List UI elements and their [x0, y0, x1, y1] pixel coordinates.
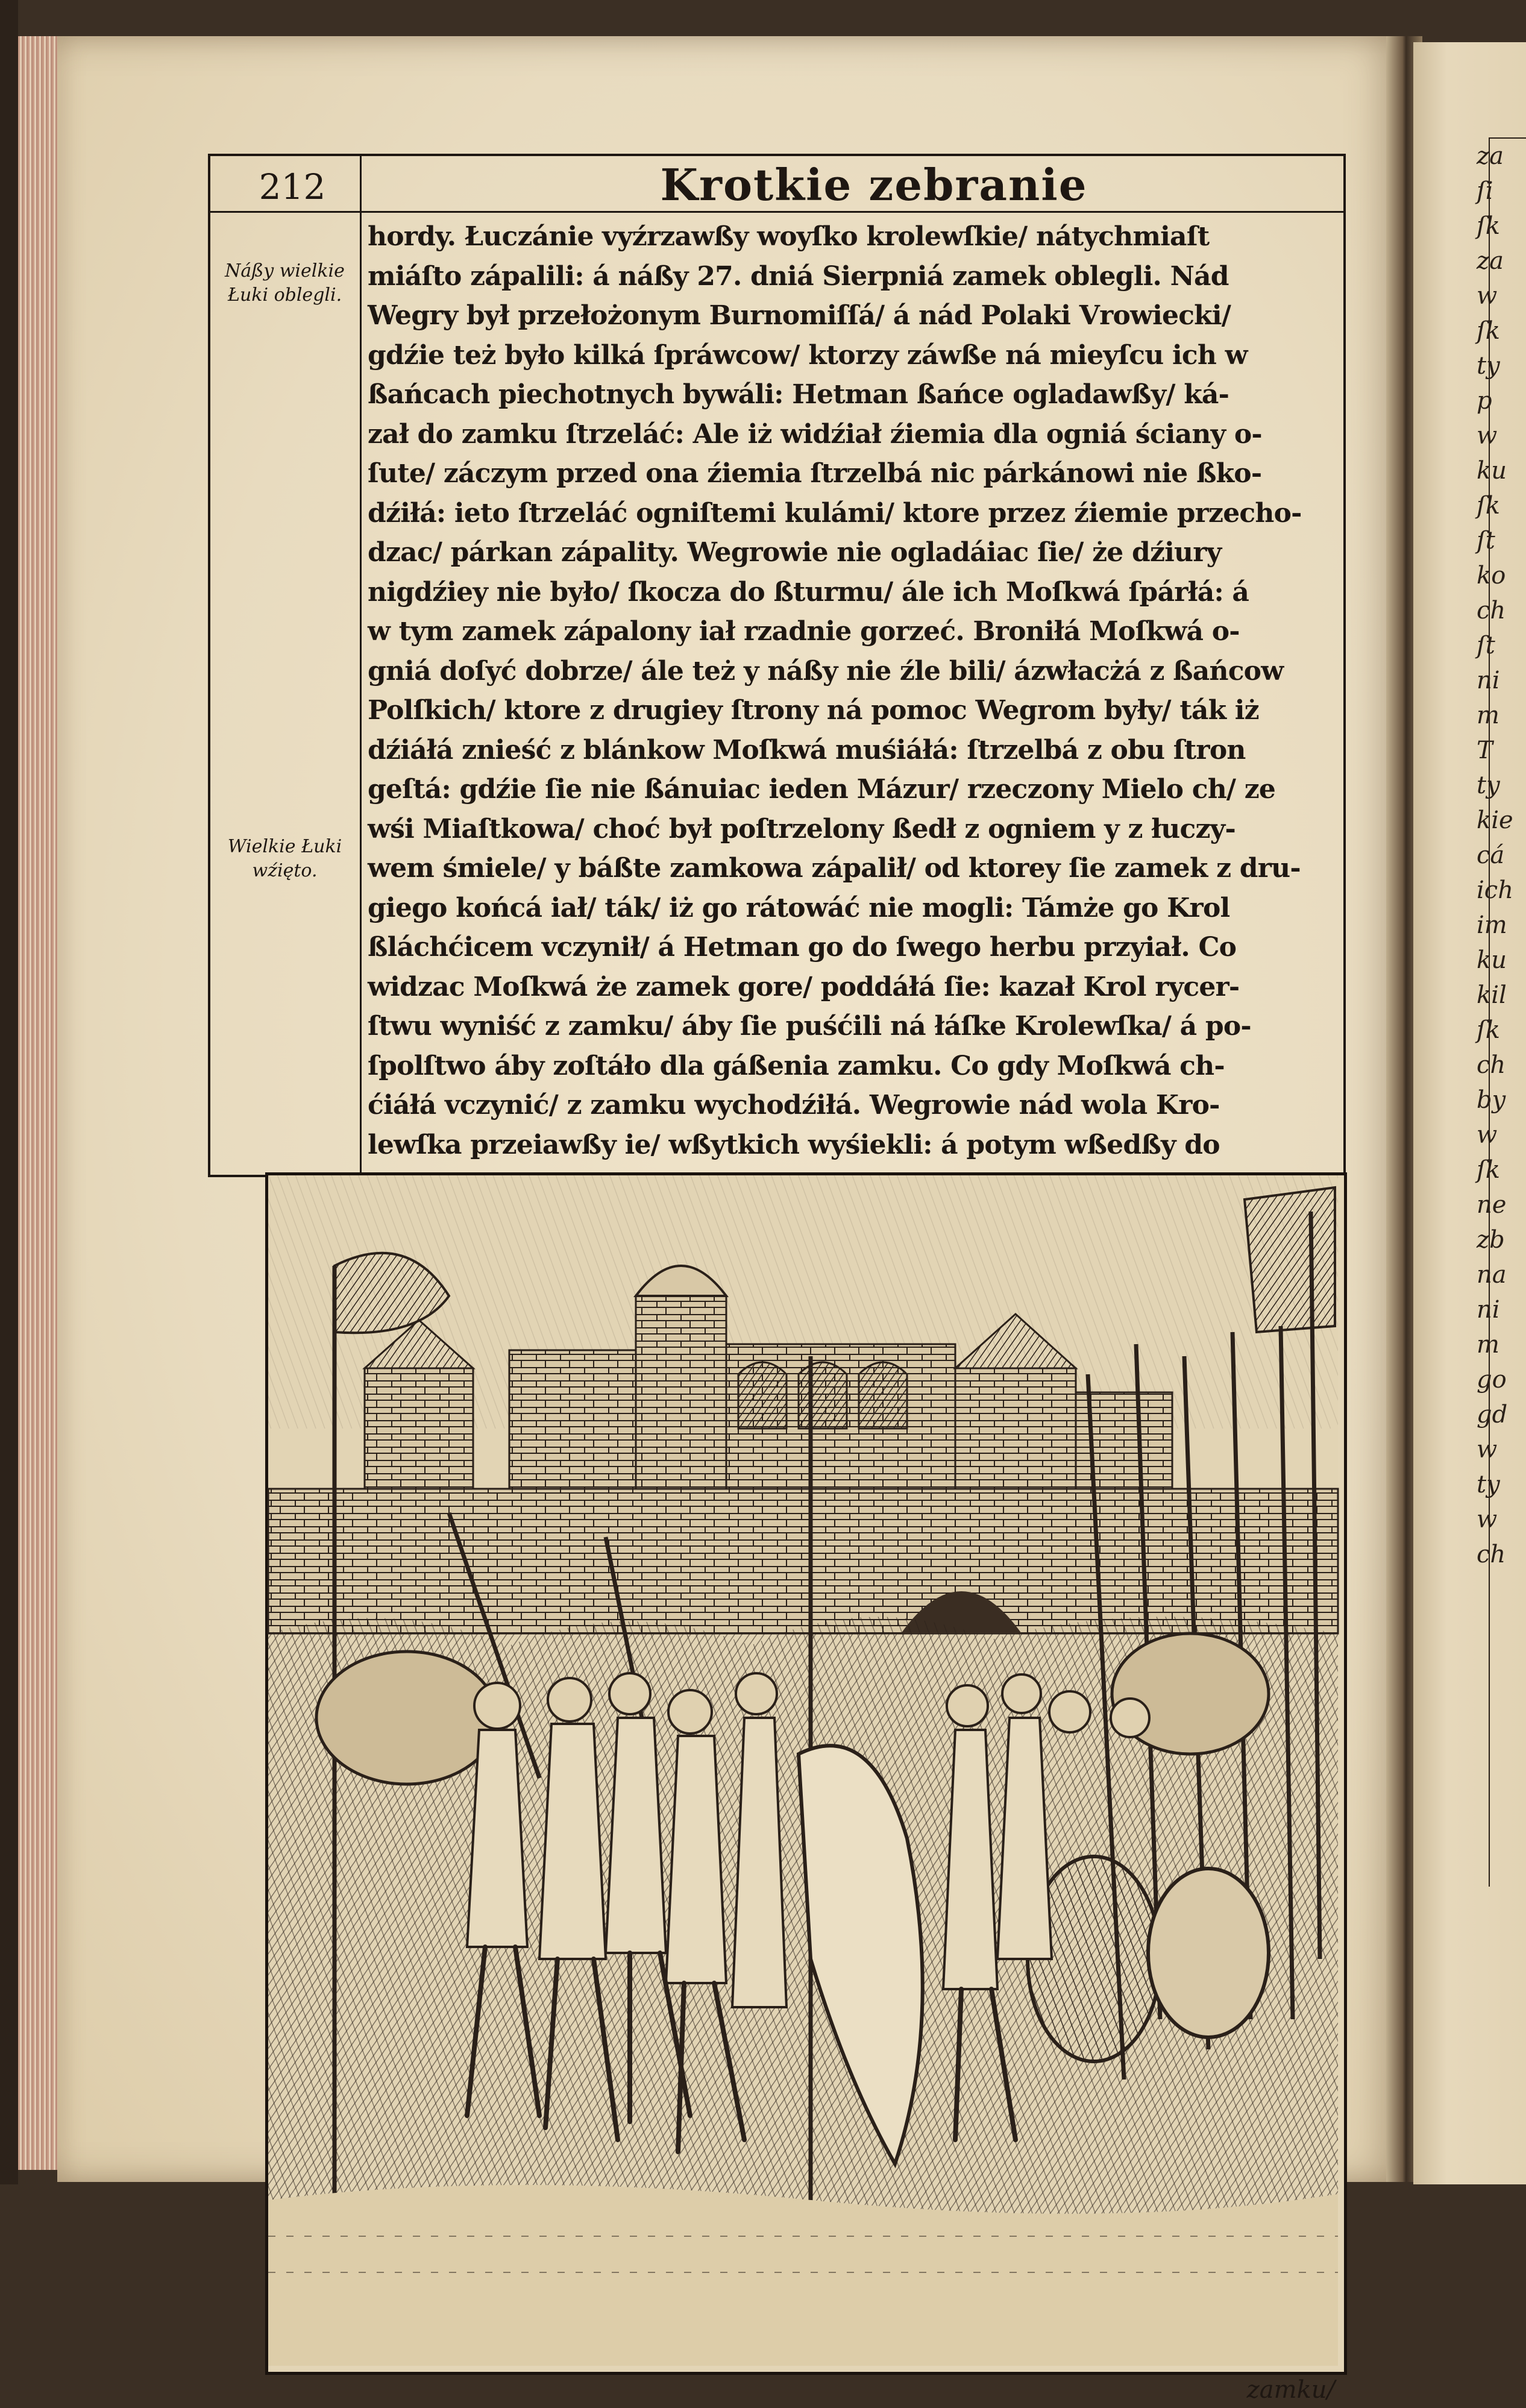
marginal-note-line: Náßy wielkie — [225, 260, 345, 281]
text-line: w tym zamek zápalony iał rzadnie gorzeć. Broniłá Moſkwá o- — [368, 616, 1240, 647]
right-page-fragment: m — [1477, 1331, 1499, 1359]
right-page-fragment: ſt — [1477, 527, 1495, 555]
right-page-fragment: m — [1477, 702, 1499, 729]
text-line: dzac/ párkan zápality. Wegrowie nie ogladáiac ſie/ że dźiury — [368, 537, 1222, 568]
text-line: gdźie też było kilká ſpráwcow/ ktorzy záwße ná mieyſcu ich w — [368, 339, 1248, 371]
right-page-fragment: ty — [1477, 352, 1500, 380]
right-page-fragment: ku — [1477, 946, 1507, 974]
right-page-fragment: na — [1477, 1261, 1507, 1289]
text-line: Polſkich/ ktore z drugiey ſtrony ná pomoc Wegrom były/ ták iż — [368, 695, 1259, 726]
right-page-fragment: T — [1477, 737, 1493, 764]
text-line: widzac Moſkwá że zamek gore/ poddáłá ſie: kazał Krol rycer- — [368, 971, 1240, 1002]
right-page-fragment: p — [1477, 387, 1492, 415]
right-page-text-fragments — [1477, 139, 1525, 1572]
right-page-fragment: ko — [1477, 562, 1506, 589]
right-page-fragment: go — [1477, 1366, 1507, 1394]
text-line: gniá doſyć dobrze/ ále też y náßy nie źle bili/ ázwłacżá z ßańcow — [368, 655, 1284, 687]
right-page-fragment: ſk — [1477, 317, 1501, 345]
main-text-block — [368, 217, 1341, 1165]
text-line: dźiáłá znieść z blánkow Moſkwá muśiáłá: ſtrzelbá z obu ſtron — [368, 734, 1246, 765]
text-line: ſute/ záczym przed ona źiemia ſtrzelbá nic párkánowi nie ßko- — [368, 458, 1262, 489]
right-page-fragment: ty — [1477, 1471, 1500, 1498]
right-page-fragment: ſk — [1477, 492, 1501, 520]
right-page-fragment: ſi — [1477, 177, 1493, 205]
text-line: ßláchćicem vczynił/ á Hetman go do ſwego herbu przyiał. Co — [368, 932, 1237, 963]
right-page-fragment: ch — [1477, 597, 1506, 624]
text-line: lewſka przeiawßy ie/ wßytkich wyśiekli: á potym wßedßy do — [368, 1129, 1220, 1160]
right-page-fragment: w — [1477, 1506, 1498, 1533]
right-page-fragment: kie — [1477, 806, 1513, 834]
text-line: hordy. Łuczánie vyźrzawßy woyſko krolewſkie/ nátychmiaſt — [368, 221, 1210, 252]
right-page-fragment: w — [1477, 1436, 1498, 1463]
ground-shape — [268, 2185, 1338, 2366]
right-page-fragment: w — [1477, 1121, 1498, 1149]
right-page-fragment: ſt — [1477, 632, 1495, 659]
right-page-fragment: ni — [1477, 667, 1500, 694]
page-number: 212 — [259, 166, 326, 207]
right-page-fragment: by — [1477, 1086, 1506, 1114]
text-line: ſpolſtwo áby zoſtáło dla gáßenia zamku. Co gdy Moſkwá ch- — [368, 1050, 1225, 1081]
right-page-fragment: ſk — [1477, 1156, 1501, 1184]
right-page-fragment: ch — [1477, 1541, 1506, 1568]
text-line: zał do zamku ſtrzeláć: Ale iż widźiał źiemia dla ogniá ściany o- — [368, 418, 1262, 450]
page-edges — [18, 36, 60, 2170]
right-page-fragment: gd — [1477, 1401, 1508, 1429]
woodcut-illustration — [265, 1172, 1347, 2375]
marginal-note-line: Łuki oblegli. — [227, 284, 342, 306]
right-page-fragment: w — [1477, 422, 1498, 450]
right-page-fragment: ni — [1477, 1296, 1500, 1324]
marginal-note-line: wźięto. — [252, 860, 318, 881]
text-line: miáſto zápalili: á náßy 27. dniá Sierpniá zamek oblegli. Nád — [368, 260, 1229, 292]
text-line: wśi Miaſtkowa/ choć był poſtrzelony ßedł z ogniem y z łuczy- — [368, 813, 1236, 844]
text-line: ćiáłá vczynić/ z zamku wychodźiłá. Wegrowie nád wola Kro- — [368, 1090, 1220, 1121]
right-page-fragment: w — [1477, 282, 1498, 310]
right-page-fragment: kil — [1477, 981, 1507, 1009]
text-line: nigdźiey nie było/ ſkocza do ßturmu/ ále ich Moſkwá ſpárłá: á — [368, 576, 1249, 608]
marginal-note — [214, 259, 356, 307]
right-page-fragment: ſk — [1477, 212, 1501, 240]
right-page-fragment: za — [1477, 142, 1504, 170]
running-head: Krotkie zebranie — [660, 159, 1088, 210]
right-page-fragment: im — [1477, 911, 1507, 939]
text-line: Wegry był przełożonym Burnomiſſá/ á nád Polaki Vrowiecki/ — [368, 300, 1231, 331]
margin-rule — [360, 154, 362, 1172]
right-page-fragment: ty — [1477, 772, 1500, 799]
text-line: wem śmiele/ y báßte zamkowa zápalił/ od ktorey ſie zamek z dru- — [368, 853, 1301, 884]
right-page-fragment: ch — [1477, 1051, 1506, 1079]
banner-shape — [1245, 1187, 1335, 1332]
marginal-note-line: Wielkie Łuki — [227, 836, 342, 857]
right-page-fragment: ſk — [1477, 1016, 1501, 1044]
right-page-fragment: ne — [1477, 1191, 1507, 1219]
text-line: ſtwu wyniść z zamku/ áby ſie puśćili ná łáſke Krolewſka/ á po- — [368, 1011, 1251, 1042]
text-line: geſtá: gdźie ſie nie ßánuiac ieden Mázur/ rzeczony Mielo ch/ ze — [368, 774, 1276, 805]
text-line: ßańcach piechotnych bywáli: Hetman ßańce ogladawßy/ ká- — [368, 379, 1229, 410]
text-line: dźiłá: ieto ſtrzeláć ogniſtemi kulámi/ ktore przez źiemie przecho- — [368, 497, 1302, 529]
right-page-fragment: za — [1477, 247, 1504, 275]
catchword: zamku/ — [1246, 2376, 1335, 2404]
marginal-note — [214, 835, 356, 883]
soldiers-crowd-shape — [268, 1617, 1338, 2224]
right-page-fragment: zb — [1477, 1226, 1505, 1254]
text-line: giego końcá iał/ ták/ iż go rátowáć nie mogli: Támże go Krol — [368, 892, 1230, 923]
book-cover-edge — [0, 0, 18, 2184]
right-page-fragment: ku — [1477, 457, 1507, 485]
right-page-fragment: cá — [1477, 841, 1505, 869]
right-page-fragment: ich — [1477, 876, 1513, 904]
